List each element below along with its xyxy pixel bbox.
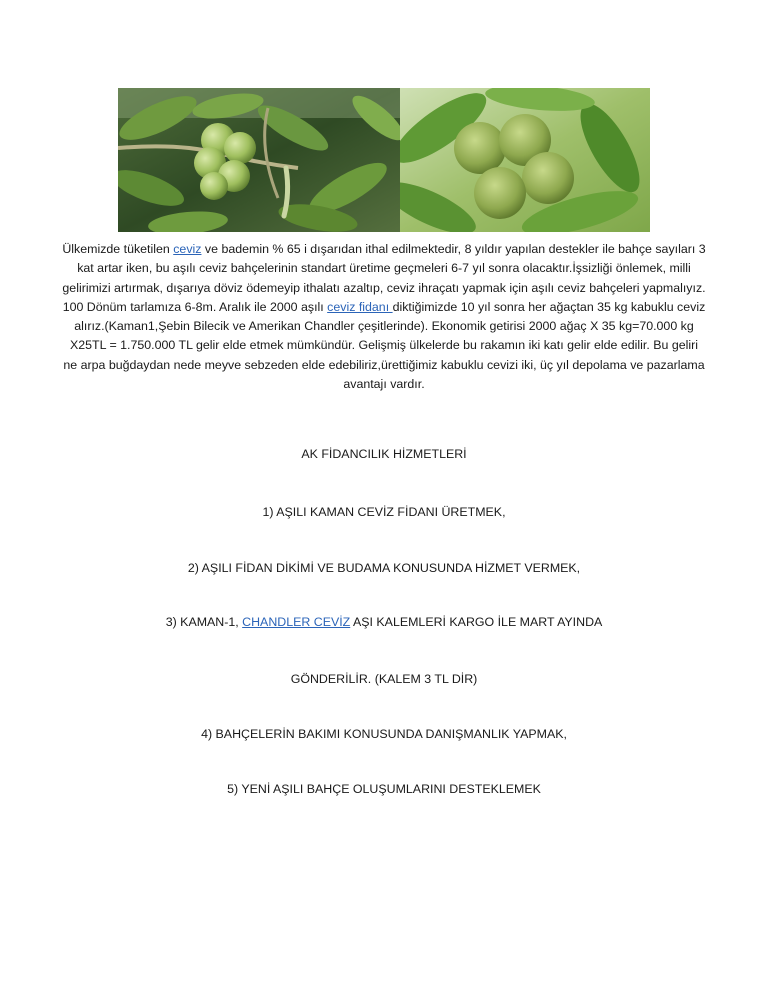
ceviz-fidani-link[interactable]: ceviz fidanı — [327, 299, 393, 314]
service-item-3 — [62, 614, 706, 630]
service-item-2: 2) AŞILI FİDAN DİKİMİ VE BUDAMA KONUSUNDA HİZMET VERMEK, — [187, 561, 581, 575]
chandler-ceviz-link[interactable]: CHANDLER CEVİZ — [242, 615, 351, 629]
service-item-3-suffix: AŞI KALEMLERİ KARGO İLE MART AYINDA — [350, 615, 603, 629]
intro-text-3: diktiğimizde 10 yıl sonra her ağaçtan 35 kg kabuklu ceviz alırız.(Kaman1,Şebin Bilecik ve Amerikan Chandler çeşitlerinde). Ekonomik getirisi 2000 ağaç X 35 kg=70.000 kg X25TL = 1.750.000 TL gelir elde etmek mümkündür. Gelişmiş ülkelerde bu rakamın iki katı gelir elde edilir. Bu geliri ne arpa buğdaydan nede meyve sebzeden elde edebiliriz,ürettiğimiz kabuklu cevizi iki, üç yıl depolama ve pazarlama avantajı vardır. — [63, 299, 706, 392]
ceviz-link[interactable]: ceviz — [173, 242, 202, 256]
intro-text-2: ve bademin % 65 i dışarıdan ithal edilmektedir, 8 yıldır yapılan destekler ile bahçe sayıları 3 kat artar iken, bu aşılı ceviz bahçelerinin standart üretime geçmeleri 6-7 yıl sonra olacaktır.İşsizliği önlemek, milli gelirimizi artırmak, dışarıya döviz ödemeyip ithalatı azaltıp, ceviz ihraçatı yapmak için aşılı ceviz bahçeleri yapmalıyız. 100 Dönüm tarlamıza 6-8m. Aralık ile 2000 aşılı — [62, 242, 706, 314]
green-walnuts-closeup-photo — [400, 88, 650, 232]
service-item-1: 1) AŞILI KAMAN CEVİZ FİDANI ÜRETMEK, — [262, 505, 506, 519]
service-item-5: 5) YENİ AŞILI BAHÇE OLUŞUMLARINI DESTEKLEMEK — [227, 782, 541, 796]
service-item-4: 4) BAHÇELERİN BAKIMI KONUSUNDA DANIŞMANLIK YAPMAK, — [201, 727, 567, 741]
intro-paragraph — [62, 240, 706, 394]
service-item-3-prefix: 3) KAMAN-1, — [165, 615, 243, 629]
services-heading: AK FİDANCILIK HİZMETLERİ — [301, 447, 467, 461]
walnut-tree-branch-photo — [118, 88, 400, 232]
walnut-photo-strip — [118, 88, 650, 232]
intro-text-1: Ülkemizde tüketilen — [62, 242, 174, 256]
service-item-3-continuation: GÖNDERİLİR. (KALEM 3 TL DİR) — [290, 672, 478, 686]
